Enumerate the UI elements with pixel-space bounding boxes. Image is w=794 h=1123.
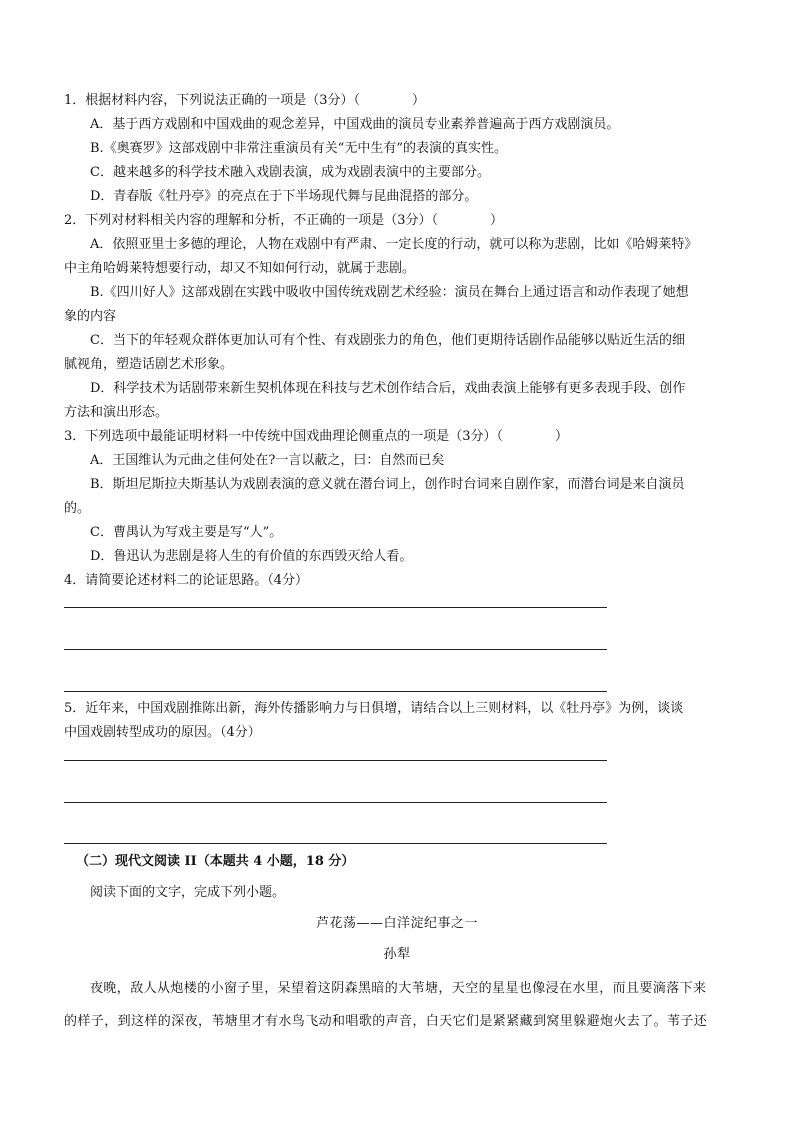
- q4-answer-line-2[interactable]: [64, 649, 607, 650]
- q3-stem: 3．下列选项中最能证明材料一中传统中国戏曲理论侧重点的一项是（3分）（ ）: [64, 429, 569, 444]
- q2-option-d-line2: 方法和演出形态。: [64, 405, 169, 420]
- q2-option-b-line2: 象的内容: [64, 309, 117, 324]
- q3-option-a: A．王国维认为元曲之佳何处在?一言以蔽之，曰：自然而已矣: [90, 453, 445, 468]
- section-title: （二）现代文阅读 II（本题共 4 小题，18 分）: [76, 854, 355, 869]
- q1-option-c: C．越来越多的科学技术融入戏剧表演，成为戏剧表演中的主要部分。: [90, 165, 490, 180]
- section-instruction: 阅读下面的文字，完成下列小题。: [90, 885, 286, 900]
- q1-stem: 1．根据材料内容，下列说法正确的一项是（3分）（ ）: [64, 93, 426, 108]
- q5-answer-line-2[interactable]: [64, 802, 607, 803]
- q1-option-a: A．基于西方戏剧和中国戏曲的观念差异，中国戏曲的演员专业素养普遍高于西方戏剧演员。: [90, 117, 620, 132]
- q2-option-a-line1: A．依照亚里士多德的理论，人物在戏剧中有严肃、一定长度的行动，就可以称为悲剧，比如《哈姆莱特》: [90, 237, 698, 252]
- q4-answer-line-1[interactable]: [64, 607, 607, 608]
- story-author: 孙犁: [383, 947, 411, 962]
- q5-answer-line-1[interactable]: [64, 760, 607, 761]
- q2-option-c-line1: C．当下的年轻观众群体更加认可有个性、有戏剧张力的角色，他们更期待话剧作品能够以贴近生活的细: [90, 333, 685, 348]
- story-paragraph-line1: 夜晚，敌人从炮楼的小窗子里，呆望着这阴森黑暗的大苇塘，天空的星星也像浸在水里，而且要滴落下来: [90, 981, 707, 996]
- q3-option-b-line2: 的。: [64, 501, 91, 516]
- q1-option-d: D．青春版《牡丹亭》的亮点在于下半场现代舞与昆曲混搭的部分。: [90, 189, 478, 204]
- q2-option-c-line2: 腻视角，塑造话剧艺术形象。: [64, 357, 234, 372]
- q4-stem: 4．请简要论述材料二的论证思路。（4分）: [64, 573, 309, 588]
- q5-stem-line1: 5．近年来，中国戏剧推陈出新，海外传播影响力与日俱增，请结合以上三则材料，以《牡丹亭》为例，谈谈: [64, 701, 684, 716]
- q2-option-d-line1: D．科学技术为话剧带来新生契机体现在科技与艺术创作结合后，戏曲表演上能够有更多表现手段、创作: [90, 381, 686, 396]
- q2-stem: 2．下列对材料相关内容的理解和分析，不正确的一项是（3分）（ ）: [64, 213, 504, 228]
- q5-stem-line2: 中国戏剧转型成功的原因。（4分）: [64, 725, 261, 740]
- q3-option-b-line1: B．斯坦尼斯拉夫斯基认为戏剧表演的意义就在潜台词上，创作时台词来自剧作家，而潜台词是来自演员: [90, 477, 685, 492]
- q1-option-b: B.《奥赛罗》这部戏剧中非常注重演员有关“无中生有”的表演的真实性。: [90, 141, 507, 156]
- q2-option-a-line2: 中主角哈姆莱特想要行动，却又不知如何行动，就属于悲剧。: [64, 261, 416, 276]
- q2-option-b-line1: B.《四川好人》这部戏剧在实践中吸收中国传统戏剧艺术经验：演员在舞台上通过语言和动作表现了她想: [90, 285, 689, 300]
- q5-answer-line-3[interactable]: [64, 843, 607, 844]
- q4-answer-line-3[interactable]: [64, 691, 607, 692]
- story-paragraph-line2: 的样子，到这样的深夜，苇塘里才有水鸟飞动和唱歌的声音，白天它们是紧紧藏到窝里躲避炮火去了。苇子还: [64, 1014, 708, 1029]
- story-title: 芦花荡——白洋淀纪事之一: [315, 916, 478, 931]
- q3-option-d: D．鲁迅认为悲剧是将人生的有价值的东西毁灭给人看。: [90, 549, 413, 564]
- q3-option-c: C．曹禺认为写戏主要是写“人”。: [90, 525, 283, 540]
